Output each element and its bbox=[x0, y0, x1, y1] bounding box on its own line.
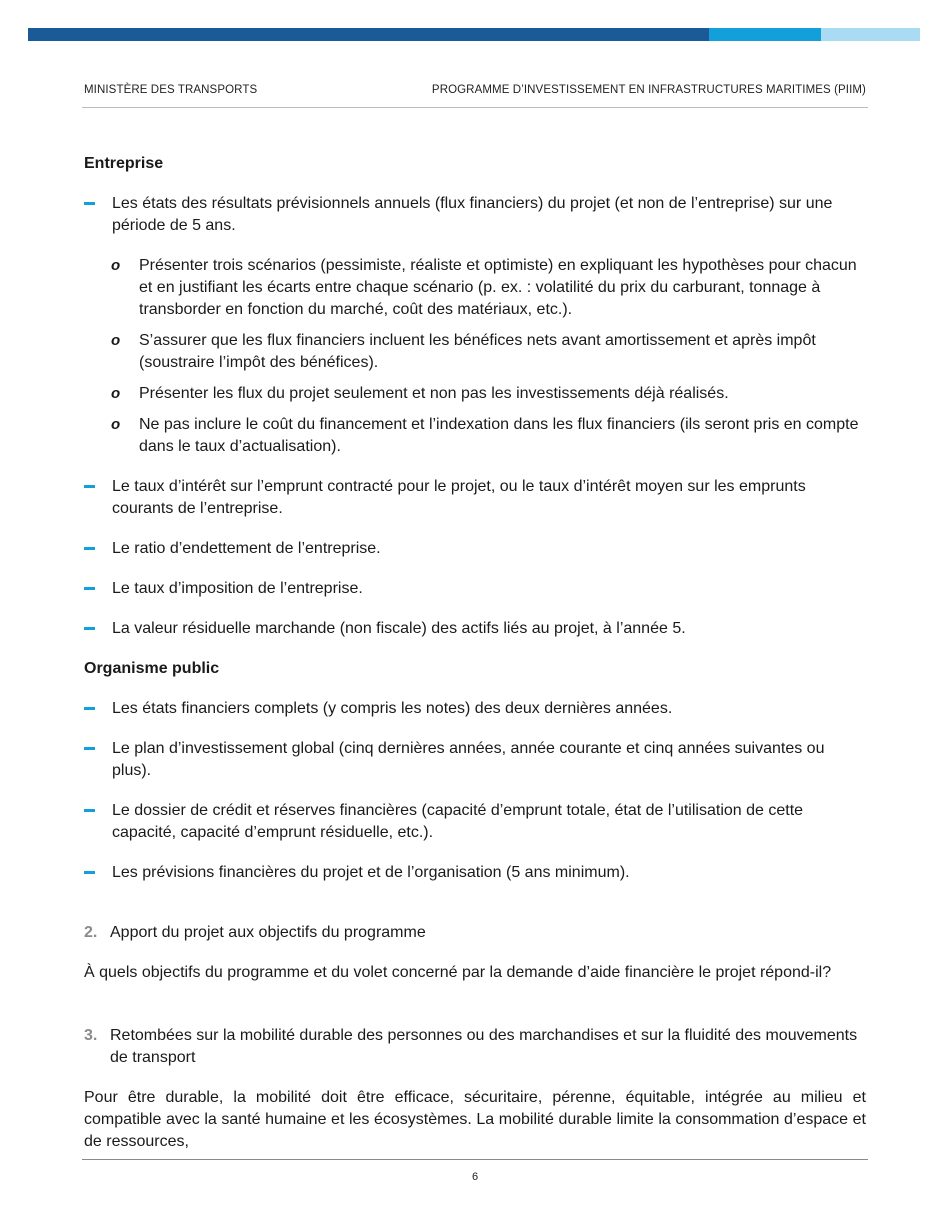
top-color-bar bbox=[28, 28, 920, 41]
dash-bullet-icon bbox=[84, 547, 95, 550]
dash-bullet-icon bbox=[84, 809, 95, 812]
section-2-number: 2. bbox=[84, 924, 98, 941]
list-item bbox=[84, 618, 866, 640]
spacer bbox=[84, 1002, 866, 1025]
list-item bbox=[84, 862, 866, 884]
list-item bbox=[84, 800, 866, 844]
section-2-heading bbox=[84, 922, 866, 944]
dash-bullet-icon bbox=[84, 707, 95, 710]
list-item bbox=[84, 538, 866, 560]
list-item bbox=[84, 578, 866, 600]
header-rule bbox=[82, 107, 868, 108]
section-3-number: 3. bbox=[84, 1027, 98, 1044]
circle-bullet-icon: o bbox=[111, 416, 121, 433]
list-item-text: Le taux d’imposition de l’entreprise. bbox=[112, 580, 363, 597]
list-item-text: Les états des résultats prévisionnels annuels (flux financiers) du projet (et non de l’entreprise) sur une période de 5 ans. bbox=[112, 195, 833, 234]
circle-bullet-icon: o bbox=[111, 332, 121, 349]
top-bar-light-blue bbox=[821, 28, 920, 41]
list-item-text: Le plan d’investissement global (cinq dernières années, année courante et cinq années suivantes ou plus). bbox=[112, 740, 825, 779]
footer-rule bbox=[82, 1159, 868, 1160]
heading-organisme-public: Organisme public bbox=[84, 660, 220, 677]
section-3-heading bbox=[84, 1025, 866, 1069]
sub-list-item-text: Ne pas inclure le coût du financement et l’indexation dans les flux financiers (ils seront pris en compte dans le taux d’actualisation). bbox=[139, 416, 859, 455]
header-program: PROGRAMME D’INVESTISSEMENT EN INFRASTRUCTURES MARITIMES (PIIM) bbox=[431, 84, 866, 96]
dash-bullet-icon bbox=[84, 485, 95, 488]
sub-list-item-text: Présenter trois scénarios (pessimiste, réaliste et optimiste) en expliquant les hypothèses pour chacun et en justifiant les écarts entre chaque scénario (p. ex. : volatilité du prix du carburant, tonnage à transborder en fonction du marché, coût des matériaux, etc.). bbox=[139, 257, 857, 318]
sub-list-item-text: S’assurer que les flux financiers incluent les bénéfices nets avant amortissement et après impôt (soustraire l’impôt des bénéfices). bbox=[139, 332, 816, 371]
sub-list-item-text: Présenter les flux du projet seulement et non pas les investissements déjà réalisés. bbox=[139, 385, 729, 402]
list-item-text: Le taux d’intérêt sur l’emprunt contracté pour le projet, ou le taux d’intérêt moyen sur les emprunts courants de l’entreprise. bbox=[112, 478, 806, 517]
sub-list-item bbox=[84, 330, 866, 374]
section-2-title: Apport du projet aux objectifs du programme bbox=[110, 924, 426, 941]
list-item-text: Les prévisions financières du projet et de l’organisation (5 ans minimum). bbox=[112, 864, 630, 881]
list-item bbox=[84, 738, 866, 782]
list-item-text: Les états financiers complets (y compris les notes) des deux dernières années. bbox=[112, 700, 673, 717]
section-2-text: À quels objectifs du programme et du volet concerné par la demande d’aide financière le projet répond-il? bbox=[84, 964, 832, 981]
sub-list-item bbox=[84, 414, 866, 458]
circle-bullet-icon: o bbox=[111, 385, 121, 402]
top-bar-mid-blue bbox=[709, 28, 821, 41]
dash-bullet-icon bbox=[84, 202, 95, 205]
list-item bbox=[84, 193, 866, 237]
list-item-text: La valeur résiduelle marchande (non fiscale) des actifs liés au projet, à l’année 5. bbox=[112, 620, 686, 637]
list-item-text: Le ratio d’endettement de l’entreprise. bbox=[112, 540, 381, 557]
sub-list-item bbox=[84, 255, 866, 321]
header-ministry: MINISTÈRE DES TRANSPORTS bbox=[84, 84, 258, 96]
dash-bullet-icon bbox=[84, 871, 95, 874]
list-item bbox=[84, 698, 866, 720]
circle-bullet-icon: o bbox=[111, 257, 121, 274]
list-item-text: Le dossier de crédit et réserves financières (capacité d’emprunt totale, état de l’utilisation de cette capacité, capacité d’emprunt résiduelle, etc.). bbox=[112, 802, 804, 841]
dash-bullet-icon bbox=[84, 587, 95, 590]
dash-bullet-icon bbox=[84, 747, 95, 750]
section-3-title: Retombées sur la mobilité durable des personnes ou des marchandises et sur la fluidité des mouvements de transport bbox=[110, 1027, 858, 1066]
spacer bbox=[84, 902, 866, 922]
section-3-text: Pour être durable, la mobilité doit être efficace, sécuritaire, pérenne, équitable, intégrée au milieu et compatible avec la santé humaine et les écosystèmes. La mobilité durable limite la consommation d’espace et de ressources, bbox=[84, 1089, 866, 1150]
dash-bullet-icon bbox=[84, 627, 95, 630]
sub-list-item bbox=[84, 383, 866, 405]
heading-entreprise: Entreprise bbox=[84, 155, 164, 172]
page-content bbox=[84, 153, 866, 1153]
list-item bbox=[84, 476, 866, 520]
page-number: 6 bbox=[471, 1171, 479, 1183]
top-bar-dark-blue bbox=[28, 28, 709, 41]
